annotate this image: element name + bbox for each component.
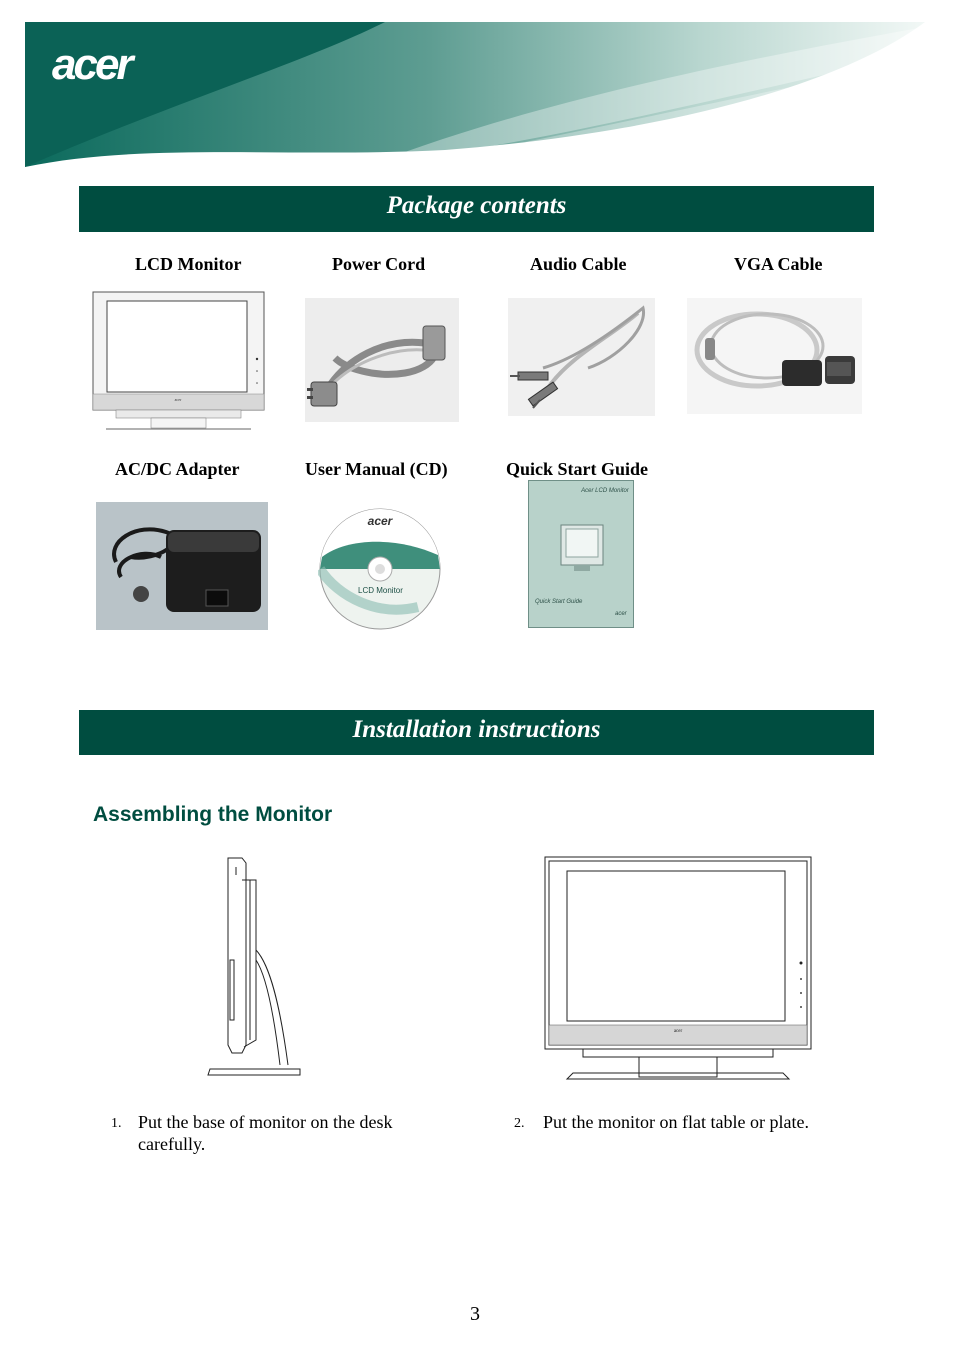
guide-brand: acer (615, 611, 627, 617)
label-adapter: AC/DC Adapter (115, 459, 240, 479)
audio-cable-image (508, 298, 655, 416)
step-1-text (138, 1111, 392, 1155)
section-divider (79, 231, 874, 232)
step-1-line-1: Put the base of monitor on the desk (138, 1112, 393, 1132)
monitor-side-view-diagram (200, 855, 310, 1080)
cd-title: LCD Monitor (358, 586, 403, 595)
svg-text:acer: acer (174, 397, 182, 402)
step-1-line-2: carefully. (138, 1134, 206, 1154)
cd-brand: acer (367, 514, 393, 528)
guide-footer: Quick Start Guide (535, 599, 583, 605)
monitor-front-view-diagram (543, 855, 815, 1085)
label-audio-cable: Audio Cable (530, 254, 627, 274)
assembling-heading: Assembling the Monitor (93, 803, 333, 826)
label-user-manual: User Manual (CD) (305, 459, 448, 479)
svg-text:acer: acer (673, 1029, 683, 1034)
step-2-number: 2. (514, 1116, 525, 1131)
lcd-monitor-image (91, 291, 266, 432)
header-banner (25, 22, 925, 167)
adapter-image (96, 502, 268, 630)
label-quick-start-guide: Quick Start Guide (506, 459, 649, 479)
label-power-cord: Power Cord (332, 254, 426, 274)
cd-image (318, 507, 442, 631)
package-contents-title: Package contents (386, 192, 567, 219)
acer-logo: acer (52, 40, 131, 89)
package-contents-title-bar (79, 186, 874, 231)
installation-title-bar (79, 710, 874, 755)
step-1-number: 1. (111, 1116, 122, 1131)
quick-start-guide-image (528, 480, 634, 628)
vga-cable-image (687, 298, 862, 414)
installation-title: Installation instructions (352, 716, 601, 743)
step-2-text: Put the monitor on flat table or plate. (543, 1112, 809, 1132)
guide-header: Acer LCD Monitor (581, 488, 629, 494)
page-number: 3 (470, 1303, 480, 1325)
power-cord-image (305, 298, 459, 422)
label-vga-cable: VGA Cable (734, 254, 823, 274)
label-lcd-monitor: LCD Monitor (135, 254, 242, 274)
